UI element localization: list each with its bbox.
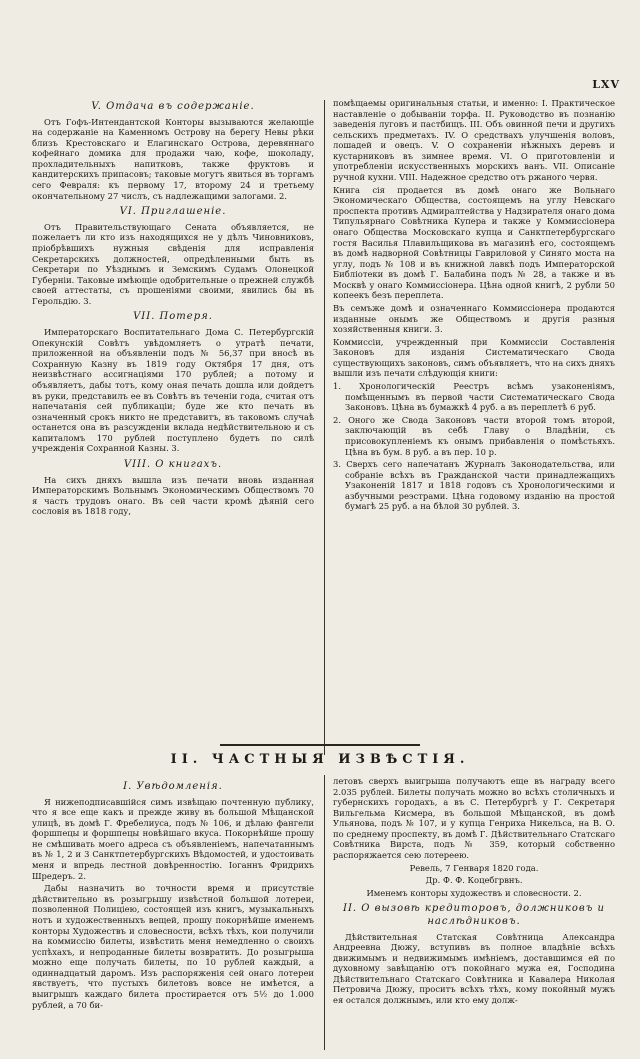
date-line: Ревель, 7 Генваря 1820 года. [409,862,539,873]
shreder-notice: Я нижеподписавшійся симъ извѣщаю почтенную публику, что я все еще какъ и прежде живу въ большой Мѣщанской улицѣ, въ домѣ Г. Фребелиуса, подъ № 106, и дѣлаю фангели форшпецы и форшпецы новѣйшаго вкуса. Покорнѣйше прошу не смѣшивать моего адреса съ объявленіемъ, напечатаннымъ въ № 1, 2 и 3 Санктпетербургскихъ Вѣдомостей, и удостоивать меня и впредь лестной довѣренностію. Іоганнъ Фридрихъ Шредеръ. 2. [32,796,314,881]
section-heading-priglashenie: VI. Приглашеніе. [119,206,227,218]
contora-line: Именемъ конторы художествъ и словесности. 2. [366,887,582,898]
book-sale-notice: Книга сія продается въ домѣ онаго же Вольнаго Экономическаго Общества, состоящемъ на углу Невскаго проспекта противъ Адмиралтейства у Надзирателя онаго дома Типульярнаго Совѣтника Купера и также у Коммиссіонера онаго Общества Московскаго купца и Санктпетербургскаго гостя Василья Плавильщикова въ магазинѣ его, состоящемъ въ домѣ надворной Совѣтницы Гавриловой у Синяго моста на углу, подъ № 108 и въ книжной лавкѣ подъ Императорской Библіотеки въ домѣ Г. Балабина подъ № 28, а также и въ Москвѣ у онаго Коммиссіонера. Цѣна одной книгѣ, 2 рубли 50 копеекъ безъ переплета. [333,184,615,301]
commission-item-1: 1. Хронологическій Реестръ всѣмъ узаконеніямъ, помѣщеннымъ въ первой части Систематическаго Свода Законовъ. Цѣна въ бумажкѣ 4 руб. а въ переплетѣ 6 руб. [333,381,615,413]
section-heading-uvedomleniya: I. Увѣдомленія. [123,781,223,792]
section-heading-knigi: VIII. О книгахъ. [123,458,223,470]
knigi-continuation: помѣщаемы оригинальныя статьи, и именно: I. Практическое наставленіе о добываніи торфа. II. Руководство въ познанію заведенія луговъ и пастбищъ. III. Объ овинной печи и другихъ сельскихъ предметахъ. IV. О средствахъ улучшенія воловъ, лошадей и овецъ. V. О сохраненіи нѣжныхъ деревъ и кустарниковъ въ зимнее время. VI. О приготовленіи и употребленіи искусственныхъ морскихъ ванъ. VII. Описаніе ручной кухни. VIII. Надежное средство отъ ржаного червя. [333,98,615,183]
lottery-continuation: летовъ сверхъ выигрыша получаютъ еще въ награду всего 2.035 рублей. Билеты получать можно во всѣхъ столичныхъ и губернскихъ городахъ, а въ С. Петербургѣ у Г. Секретаря Вильгельма Кисмера, въ большой Мѣщанской, въ домѣ Ульянова, подъ № 107, и у купца Генриха Никельса, на В. О. по среднему проспекту, въ домѣ Г. Дѣйствительнаго Статскаго Совѣтника Вирста, подъ № 359, который собственно распоряжается сею лотереею. [333,776,615,861]
left-column-top [32,96,314,519]
section-title: II. ЧАСТНЫЯ ИЗВѢСТІЯ. [170,752,470,767]
page-number: LXV [592,78,620,91]
lottery-notice: Дабы назначить во точности время и присутствіе дѣйствительно въ розыгрышу извѣстной большой лотереи, позволенной Полиціею, состоящей изъ книгъ, музыкальныхъ нотъ и художественныхъ вещей, прошу покорнѣйше именемъ конторы Художествъ и словесности, всѣхъ тѣхъ, кои получили на коммиссію билеты, извѣстить меня немедленно о своихъ успѣхахъ, и непроданные билеты возвратить. До розыгрыша можно еще получать билеты, по 10 рублей каждый, а одиннадцатый даромъ. Изъ распоряженія сей онаго лотереи явствуетъ, что пустыхъ билетовъ вовсе не имѣется, а выигрышъ каждаго билета простирается отъ 5½ до 1.000 рублей, а 70 би- [32,883,314,1010]
dyuzhu-notice: Дѣйствительная Статская Совѣтница Александра Андреевна Дюжу, вступивъ въ полное владѣніе всѣхъ движимымъ и недвижимымъ имѣніемъ, доставшимся ей по духовному завѣщанію отъ покойнаго мужа ея, Господина Дѣйствительнаго Статскаго Совѣтника и Кавалера Николая Петровича Дюжу, проситъ всѣхъ тѣхъ, кому покойный мужъ ея остался должнымъ, или кто ему долж- [333,931,615,1006]
section-heading-kreditory: II. О вызовѣ кредиторовъ, должниковъ и наслѣдниковъ. [343,903,605,927]
knigi-text: На сихъ дняхъ вышла изъ печати вновь изданная Императорскимъ Вольнымъ Экономическимъ Обществомъ 70 я часть трудовъ онаго. Въ сей части кромѣ дѣяній сего сословія въ 1818 году, [32,474,314,517]
otdacha-text: Отъ Гофъ-Интендантской Конторы вызываются желающіе на содержаніе на Каменномъ Острову на берегу Невы рѣки близъ Крестовскаго и Елагинскаго Острова, деревяннаго кофейнаго домика для продажи чаю, кофе, шоколаду, прохладительныхъ напитковъ, также фруктовъ и кандитерскихъ припасовъ; таковые могутъ явиться въ торгамъ сего Февраля: къ первому 17, второму 24 и третьему окончательному 27 числъ, съ надлежащими залогами. 2. [32,116,314,201]
signer-line: Др. Ф. Ф. Коцебгрвнъ. [425,875,523,886]
commission-item-3: 3. Сверхъ сего напечатанъ Журналъ Законодательства, или собраніе всѣхъ въ Гражданской части принадлежащихъ Узаконеній 1817 и 1818 годовъ съ Хронологическими и азбучными реэстрами. Цѣна годовому изданію на простой бумагѣ 25 руб. а на бѣлой 30 рублей. 3. [333,459,615,512]
section-heading-poterya: VII. Потеря. [133,311,213,323]
left-column-bottom [32,776,314,1012]
commission-notice: Коммиссіи, учрежденный при Коммиссіи Составленія Законовъ для изданія Систематическаго Свода существующихъ законовъ, симъ объявляетъ, что на сихъ дняхъ вышли изъ печати слѣдующія книги: [333,336,615,379]
section-heading-otdacha: V. Отдача въ содержаніе. [91,101,255,112]
agent-notice: Въ семъже домѣ и означеннаго Коммиссіонера продаются изданные онымъ же Обществомъ и другія разныя хозяйственныя книги. 3. [333,302,615,335]
column-divider-top [324,100,325,755]
commission-item-2: 2. Оного же Свода Законовъ части второй томъ второй, заключающій въ себѣ Главу о Владѣніи, съ присовокупленіемъ къ онымъ прибавленія о помѣстьяхъ. Цѣна въ бум. 8 руб. а въ пер. 10 р. [333,414,615,457]
poterya-text: Императорскаго Воспитательнаго Дома С. Петербургскій Опекунскій Совѣтъ увѣдомляетъ о утратѣ печати, приложенной на объявленіи подъ № 56,37 при вносѣ въ Сохранную Казну въ 1819 году Октября 17 дня, отъ неизвѣстнаго ассигнаціями 170 рублей; а потому и объявляетъ, дабы тотъ, кому оная печать дошла или дойдетъ въ руки, представилъ ее въ Совѣтъ въ теченіи года, считая отъ напечатанія сей публикаціи; буде же кто печать въ означенный срокъ никто не представитъ, въ таковомъ случаѣ останется она въ разсужденіи вклада недѣйствительною и съ капиталомъ 170 рублей поступлено будетъ по силѣ учрежденія Сохранной Казны. 3. [32,327,314,454]
priglashenie-text: Отъ Правительствующаго Сената объявляется, не пожелаетъ ли кто изъ находящихся не у дѣлъ Чиновниковъ, пріобрѣвшихъ нужныя свѣденія для исправленія Секретарскихъ должностей, опредѣленными быть въ Секретари по Уѣзднымъ и Земскимъ Судамъ Олонецкой Губерніи. Таковые имѣющіе одобрительные о прежней службѣ своей аттестаты, съ прошеніями своими, явились бы въ Герольдію. 3. [32,221,314,306]
section-rule [220,744,420,746]
right-column-bottom [333,776,615,1008]
column-divider-bottom [324,775,325,1050]
right-column-top [333,98,615,514]
